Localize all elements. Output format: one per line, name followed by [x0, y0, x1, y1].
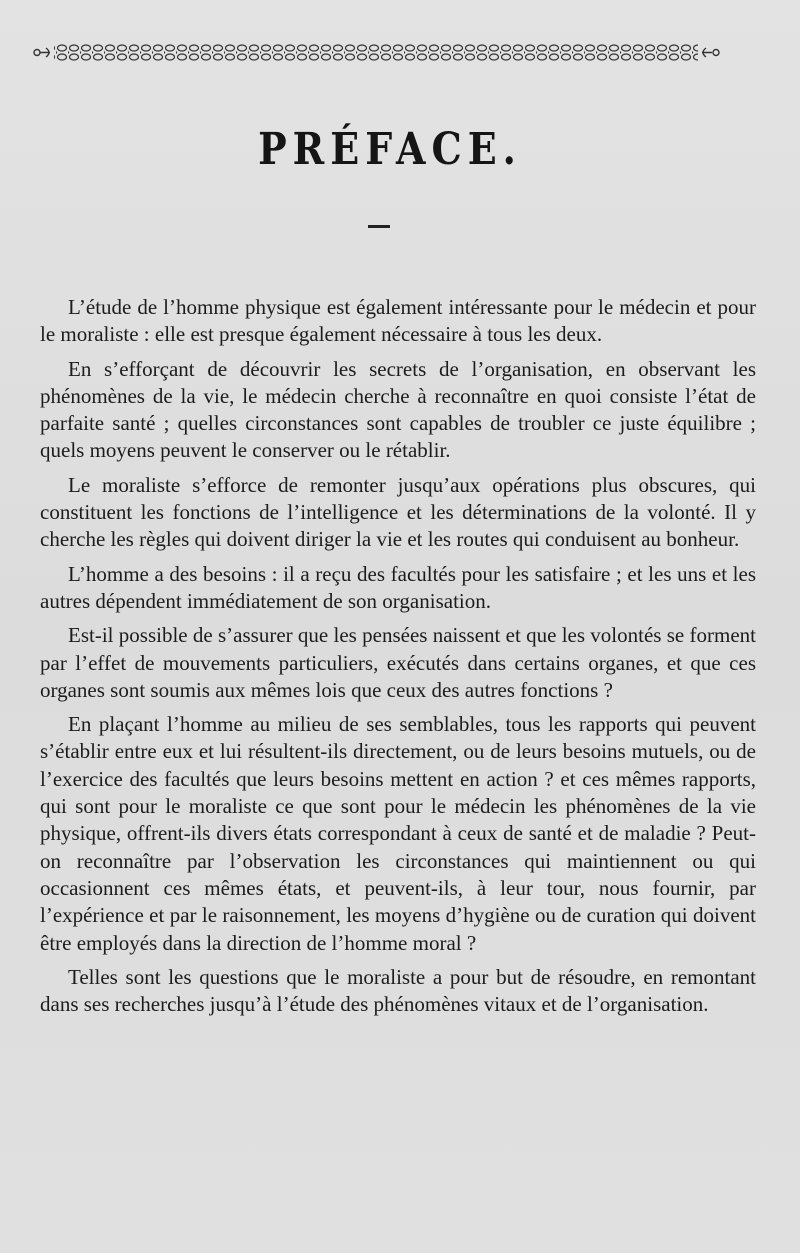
page-title: PRÉFACE. — [258, 122, 522, 175]
paragraph-1: L’étude de l’homme physique est également intéressante pour le médecin et pour le moraliste : elle est presque également nécessaire à tous les deux. — [40, 295, 756, 347]
paragraph-3: Le moraliste s’efforce de remonter jusqu’aux opérations plus obscures, qui constituent les fonctions de l’intelligence et les déterminations de la volonté. Il y cherche les règles qui doivent diriger la vie et les routes qui conduisent au bonheur. — [40, 472, 756, 552]
paragraph-5: Est-il possible de s’assurer que les pensées naissent et que les volontés se forment par l’effet de mouvements particuliers, exécutés dans certains organes, et que ces organes sont soumis aux mêmes lois que ceux des autres fonctions ? — [40, 623, 756, 702]
decorative-header-border — [32, 40, 722, 66]
paragraph-6: En plaçant l’homme au milieu de ses semblables, tous les rapports qui peuvent s’établir entre eux et lui résultent-ils directement, ou de leurs besoins mutuels, ou de l’exercice des facultés que leurs besoins mettent en action ? et ces mêmes rapports, qui sont pour le moraliste ce que sont pour le médecin les phénomènes de la vie physique, offrent-ils divers états correspondant à ceux de santé et de maladie ? Peut-on reconnaître par l’observation les circonstances qui maintiennent ou qui occasionnent ces mêmes états, et peuvent-ils, à leur tour, nous fournir, par l’expérience et par le raisonnement, les moyens d’hygiène ou de curation qui doivent être employés dans la direction de l’homme moral ? — [40, 712, 756, 955]
paragraph-4: L’homme a des besoins : il a reçu des facultés pour les satisfaire ; et les uns et les autres dépendent immédiatement de son organisation. — [40, 561, 756, 613]
title-divider — [368, 225, 390, 228]
paragraph-2: En s’efforçant de découvrir les secrets de l’organisation, en observant les phénomènes de la vie, le médecin cherche à reconnaître en quoi consiste l’état de parfaite santé ; quelles circonstances sont capables de troubler ce juste équilibre ; quels moyens peuvent le conserver ou le rétablir. — [40, 356, 756, 463]
preface-text — [40, 294, 756, 1025]
paragraph-7: Telles sont les questions que le moraliste a pour but de résoudre, en remontant dans ses recherches jusqu’à l’étude des phénomènes vitaux et de l’organisation. — [40, 964, 756, 1017]
